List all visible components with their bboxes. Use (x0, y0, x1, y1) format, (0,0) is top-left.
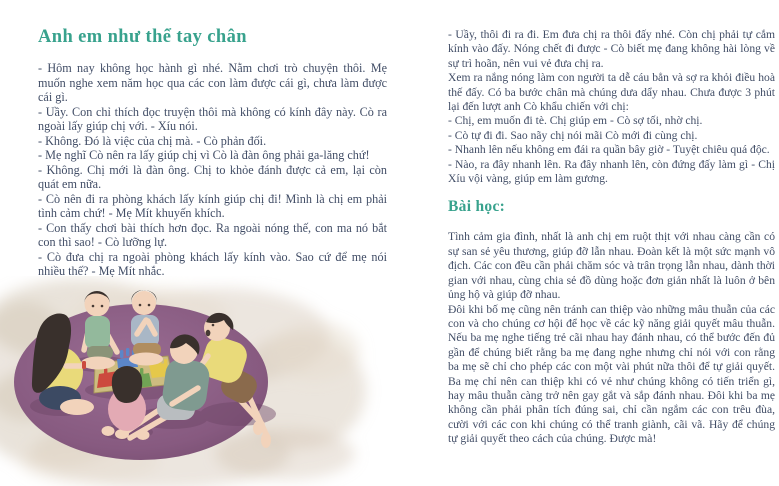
story-paragraph: - Nhanh lên nếu không em đái ra quần bây giờ - Tuyệt chiêu quá độc. (448, 143, 770, 157)
lesson-paragraph: Đôi khi bố mẹ cũng nên tránh can thiệp vào những mâu thuẫn của các con và cho chúng cơ hội để học về các kỹ năng giải quyết mâu thuẫn. Nếu ba mẹ nghe tiếng trẻ cãi nhau hay đánh nhau, có thể bước đến đủ gần để chúng biết rằng ba mẹ đang nghe nhưng chỉ nói với con rằng ba mẹ sẽ chỉ cho phép các con một vài phút nữa thôi để tự giải quyết. Ba mẹ chỉ nên can thiệp khi có vẻ như chúng không có tiến triển gì, hay mâu thuẫn càng trở nên gay gắt và sắp đánh nhau. Đôi khi ba mẹ không cần phải phân tích đúng sai, chỉ cần ngắm các con trêu đùa, cười với các con khi chúng có thể tranh giành, cãi vã. Hãy để chúng tự giải quyết theo cách của chúng. Được mà! (448, 302, 775, 446)
story-paragraph: - Không. Chị mới là đàn ông. Chị to khỏe đánh được cả em, lại còn quát em nữa. (38, 162, 387, 192)
story-text (38, 61, 387, 279)
story-paragraph: - Mẹ nghĩ Cò nên ra lấy giúp chị vì Cò là đàn ông phải ga-lăng chứ! (38, 148, 370, 163)
story-paragraph: - Không. Đó là việc của chị mà. - Cò phản đối. (38, 133, 267, 148)
lesson-paragraph: Tình cảm gia đình, nhất là anh chị em ruột thịt với nhau càng cần có sự san sẻ yêu thương, giúp đỡ lẫn nhau. Đoàn kết là một sức mạnh vô địch. Các con đều cần phải chăm sóc và trân trọng lẫn nhau, dành thời gian với nhau, cùng chia sẻ đồ dùng hoặc đơn giản nhất là luôn ở bên ủng hộ và giúp đỡ nhau. (448, 230, 775, 302)
story-paragraph: - Chị, em muốn đi tè. Chị giúp em - Cò sợ tối, nhờ chị. (448, 114, 703, 128)
right-page (448, 0, 775, 447)
story-title: Anh em như thể tay chân (38, 27, 247, 47)
story-paragraph: - Uầy. Con chỉ thích đọc truyện thôi mà không có kính đây này. Cò ra ngoài lấy giúp chị với. - Xíu nói. (38, 104, 387, 134)
story-paragraph: Xem ra nắng nóng làm con người ta dễ cáu bẳn và sợ ra khỏi điều hoà thế đấy. Có ba bước chân mà chúng dưa dẩy nhau. Chưa được 3 phút lại đến lượt anh Cò khẩu chiến với chị: (448, 71, 775, 114)
story-paragraph: - Cò đưa chị ra ngoài phòng khách lấy kính vào. Sao cứ để mẹ nói nhiều thế? - Mẹ Mít nhắc. (38, 249, 387, 279)
lesson-heading: Bài học: (448, 198, 506, 216)
story-paragraph: - Nào, ra đây nhanh lên. Ra đây nhanh lên, còn đứng đấy làm gì - Chị Xíu vội vàng, giúp em làm gương. (448, 157, 775, 186)
lesson-text (448, 230, 775, 446)
story-text-continued (448, 28, 775, 186)
illustration-svg (0, 276, 400, 486)
story-paragraph: - Cò tự đi đi. Sao nãy chị nói mãi Cò mới đi cùng chị. (448, 128, 698, 142)
left-page (38, 0, 387, 279)
story-paragraph: - Cò nên đi ra phòng khách lấy kính giúp chị đi! Mình là chị em phải tình cảm chứ! - Mẹ Mít khuyến khích. (38, 191, 387, 221)
story-paragraph: - Hôm nay không học hành gì nhé. Nằm chơi trò chuyện thôi. Mẹ muốn nghe xem năm học qua các con làm được cái gì, chưa làm được cái gì. (38, 61, 387, 105)
story-paragraph: - Con thấy chơi bài thích hơn đọc. Ra ngoài nóng thế, con ma nó bắt con thì sao! - Cò lưỡng lự. (38, 220, 387, 250)
illustration-children-playing-ludo (0, 276, 400, 486)
story-paragraph: - Uầy, thôi đi ra đi. Em đưa chị ra thôi đấy nhé. Còn chị phải tự cắm kính vào đấy. Nóng chết đi được - Cò biết mẹ đang không hài lòng về sự trì hoãn, nên vui vẻ đưa chị ra. (448, 28, 775, 70)
